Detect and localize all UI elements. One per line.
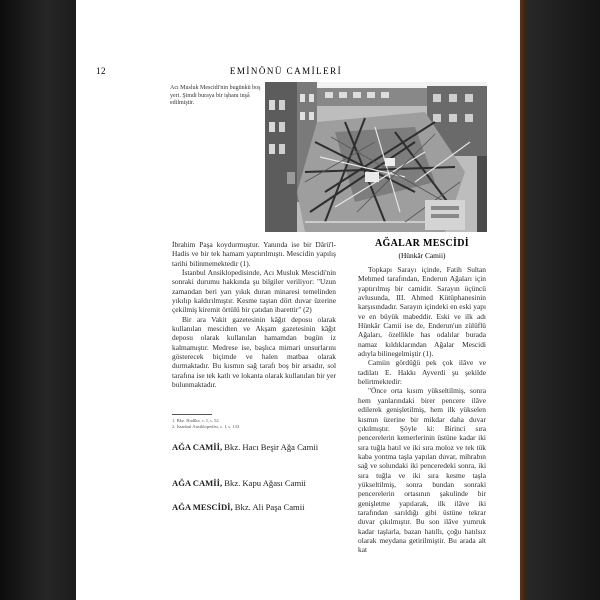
footnote-rule (172, 414, 212, 415)
right-paragraph-2: Camiin gördüğü pek çok ilâve ve tadilatı E. Hakkı Ayverdi şu şekilde belirtmektedir: (358, 358, 486, 387)
footnote-2: 2. İstanbul Ansiklopedisi, c. I, s. 133 (172, 424, 240, 429)
photo-illustration (265, 82, 487, 232)
footnotes (172, 418, 292, 430)
reference-entry-3-text: Bkz. Ali Paşa Camii (232, 502, 305, 512)
right-paragraph-3: "Önce orta kısım yükseltilmiş, sonra hem yanlarındaki birer pencere ilâve edilerek genişletilmiş, hem ilk yükselen kısmın üzerine bir mikdar daha duvar çıkılmıştır. Şöyle ki: Birinci sıra pencerelerin kemerlerinin üstüne kadar iki sıra tuğla hatıl ve iki sıra moloz ve tek tük kaba yontma taşla yapılan duvar, mihrabın sağ ve solundaki iki penceredeki sonra, iki sıra tuğla ve iki sıra kesme taşla yükseltilmiş, sonra bundan sonraki pencerelerin ortasının şakulinde bir genişletme yapılarak, ilk ilâve iki tarafından sarıldığı gibi üstüne tekrar duvar çıkılmıştır. Bu son ilâve yumruk kadar taşlarla, bazan hatıllı, çoğu hatılsız olarak meydana getirilmiştir. Bu arada alt kat (358, 386, 486, 555)
section-title: AĞALAR MESCİDİ (375, 238, 469, 249)
page-header (96, 66, 476, 78)
right-text-column (358, 265, 486, 555)
reference-entry-2 (172, 478, 336, 489)
reference-entry-1 (172, 442, 336, 453)
left-paragraph-3: Bir ara Vakit gazetesinin kâğıt deposu olarak kullanılan mescidten ve Akşam gazetesinin kâğıt deposu olarak kullanılan hamamdan bugün iz kalmamıştır. Medrese ise, başlıca mimari unsurlarını gösterecek biçimde ve halen matbaa olarak durmaktadır. Bu kısmın sağ tarafı boş bir arsadır, sol tarafına ise tek katlı ve lokanta olarak kullanılan bir yer bulunmaktadır. (172, 314, 336, 390)
reference-entry-2-text: Bkz. Kapu Ağası Camii (222, 478, 306, 488)
reference-entry-3-head: AĞA MESCİDİ, (172, 502, 233, 512)
reference-entry-3 (172, 502, 352, 513)
book-spine-dark (0, 0, 76, 600)
footnote-1: 1. Bkz. Hadîka, c. I, s. 52 (172, 418, 219, 423)
book-edge-dark (520, 0, 600, 600)
reference-entry-2-head: AĞA CAMİİ, (172, 478, 223, 488)
photo-caption: Acı Musluk Mescidi'nin bugünkü boş yeri. Şimdi buraya bir işhanı inşâ edilmiştir. (170, 85, 261, 106)
page-edge-strip (520, 0, 526, 600)
left-paragraph-2: İstanbul Ansiklopedisinde, Acı Musluk Mescidi'nin sonraki durumu hakkında şu bilgiler veriliyor: "Uzun zamandan beri yarı yıkık duran minaresi temelinden yıkılıp kaldırılmıştır. Kesme taştan dört duvar üzerine çekilmiş kiremit örtülü bir çatıdan ibarettir" (2) (172, 268, 336, 315)
left-text-column (172, 240, 336, 390)
reference-entry-1-text: Bkz. Hacı Beşir Ağa Camii (222, 442, 319, 452)
photo-ruined-mosque-site (265, 82, 487, 232)
left-paragraph-1: İbrahim Paşa koydurmuştur. Yanında ise bir Dârü'l-Hadis ve bir tek hamam yaptırılmıştı. Mescidin yapılış tarihi bilinmemektedir (1). (172, 240, 336, 268)
page-number: 12 (96, 66, 106, 76)
section-subtitle: (Hünkâr Camii) (398, 251, 446, 260)
running-title: EMİNÖNÜ CAMİLERİ (229, 66, 343, 76)
right-paragraph-1: Topkapı Sarayı içinde, Fatih Sultan Mehmed tarafından, Enderun Ağaları için yaptırılmış bir camidir. Sarayın üçüncü avlusunda, III. Ahmed Kütüphanesinin karşısındadır. Sarayın içindeki en eski yapı ve en büyük mabeddir. Eski ve ilk adı Hünkâr Camii ise de, Enderun'un zülüflü Ağaları, özellikle has odalılar burada namaz kıldıklarından Ağalar Mescidi adıyla bilinegelmiştir (1). (358, 265, 486, 359)
reference-entry-1-head: AĞA CAMİİ, (172, 442, 223, 452)
